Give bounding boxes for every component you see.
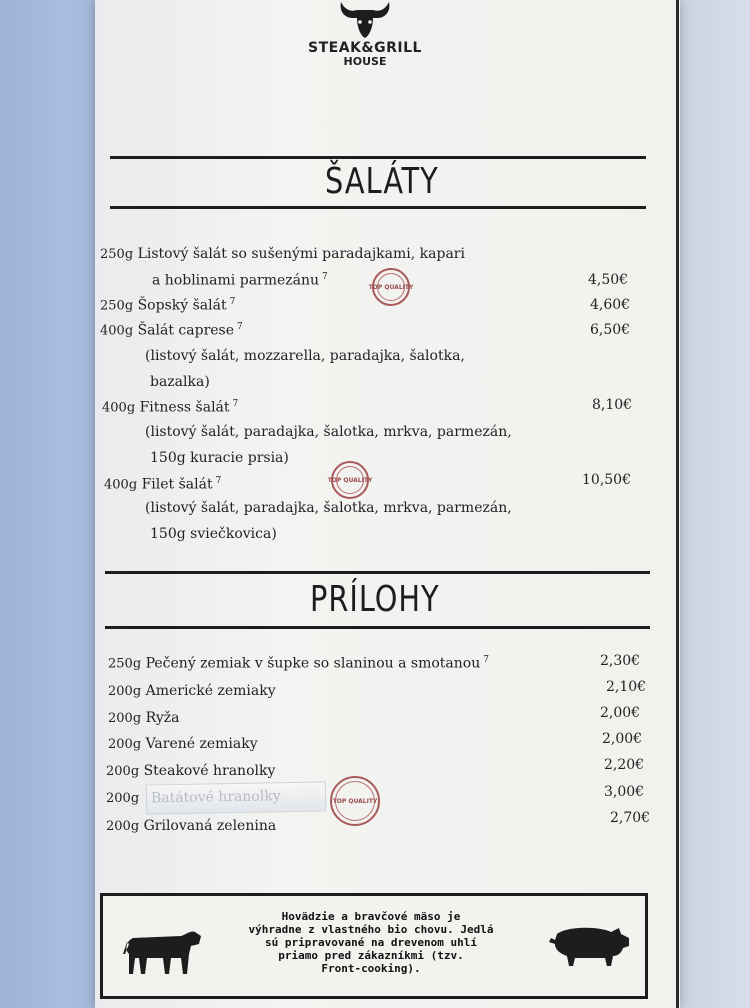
item-name: Steakové hranolky [143,763,276,779]
item-description: (listový šalát, paradajka, šalotka, mrkva, parmezán, [145,500,512,516]
section-rule-bottom [105,626,650,629]
item-description: (listový šalát, paradajka, šalotka, mrkva, parmezán, [145,424,512,440]
item-weight: 250g [108,656,142,672]
section-rule-top [105,571,650,574]
allergen-mark: 7 [237,322,243,332]
item-name: Ryža [145,710,180,726]
footer-line: Front-cooking). [321,962,421,975]
item-name: Šalát caprese [137,322,235,339]
menu-item [108,710,180,726]
menu-item-line [152,272,328,289]
item-description: bazalka) [150,374,210,390]
menu-item [108,683,276,699]
top-quality-stamp: TOP QUALITY [372,268,410,306]
item-name: Fitness šalát [139,399,230,416]
item-price: 2,10€ [606,679,647,695]
footer-note-box [100,893,648,999]
item-price: 10,50€ [582,472,631,488]
item-name: Filet šalát [141,476,213,493]
item-weight: 200g [108,711,142,726]
menu-item [100,297,235,314]
item-weight: 200g [108,684,142,699]
allergen-mark: 7 [483,655,489,665]
pig-icon [547,920,631,970]
footer-line: výhradne z vlastného bio chovu. Jedlá [248,923,494,936]
menu-item [104,476,221,493]
top-quality-stamp: TOP QUALITY [331,461,369,499]
item-description: 150g sviečkovica) [150,526,277,542]
logo-line1: STEAK&GRILL [308,40,422,56]
footer-line: Hovädzie a bravčové mäso je [281,910,461,923]
item-price: 2,00€ [602,731,643,747]
footer-line: sú pripravované na drevenom uhlí [265,936,477,949]
item-weight: 400g [100,323,134,339]
item-weight: 250g [100,247,134,262]
menu-item [106,790,139,806]
page-edge [676,0,679,1008]
item-price: 2,20€ [604,757,645,773]
section-rule-bottom [110,206,646,209]
price-sticker-cover [146,781,326,814]
item-weight: 400g [104,477,138,493]
item-price: 2,00€ [600,705,641,721]
menu-item [106,763,275,779]
item-price: 3,00€ [604,784,645,800]
allergen-mark: 7 [215,476,222,486]
item-weight: 200g [108,737,142,752]
footer-text [211,910,531,975]
item-description: 150g kuracie prsia) [150,450,289,466]
bull-head-icon [337,0,393,40]
item-weight: 200g [106,791,140,806]
logo [300,0,430,75]
cow-icon [121,924,205,978]
menu-item [106,818,276,834]
allergen-mark: 7 [232,399,239,409]
section-title-salads: ŠALÁTY [325,160,439,202]
item-name: Americké zemiaky [145,683,276,699]
item-name: Varené zemiaky [145,736,258,752]
item-price: 2,30€ [600,653,641,669]
item-weight: 250g [100,298,134,314]
section-rule-top [110,156,646,159]
menu-item [108,736,258,752]
item-name: Grilovaná zelenina [143,818,277,834]
item-name: Batátové hranolky [150,788,281,807]
allergen-mark: 7 [229,297,236,307]
allergen-mark: 7 [322,272,328,282]
top-quality-stamp: TOP QUALITY [330,776,380,826]
item-price: 6,50€ [590,322,631,338]
item-price: 8,10€ [592,397,633,413]
item-weight: 400g [102,400,136,416]
menu-item [100,322,243,339]
item-weight: 200g [106,764,140,779]
menu-item [100,246,465,262]
item-price: 2,70€ [610,810,651,826]
item-name: Šopský šalát [137,297,227,314]
logo-line2: HOUSE [343,55,387,68]
item-weight: 200g [106,819,140,834]
menu-item [108,655,489,672]
menu-item [102,399,238,416]
footer-line: priamo pred zákazníkmi (tzv. [278,949,464,962]
item-price: 4,50€ [588,272,629,288]
item-name: Listový šalát so sušenými paradajkami, kapari [137,246,465,262]
item-price: 4,60€ [590,297,631,313]
background-right [680,0,750,1008]
item-name-continued: a hoblinami parmezánu [152,272,320,289]
item-name: Pečený zemiak v šupke so slaninou a smotanou [145,655,481,672]
background-left [0,0,110,1008]
section-title-sides: PRÍLOHY [310,578,440,620]
item-description: (listový šalát, mozzarella, paradajka, šalotka, [145,348,465,364]
